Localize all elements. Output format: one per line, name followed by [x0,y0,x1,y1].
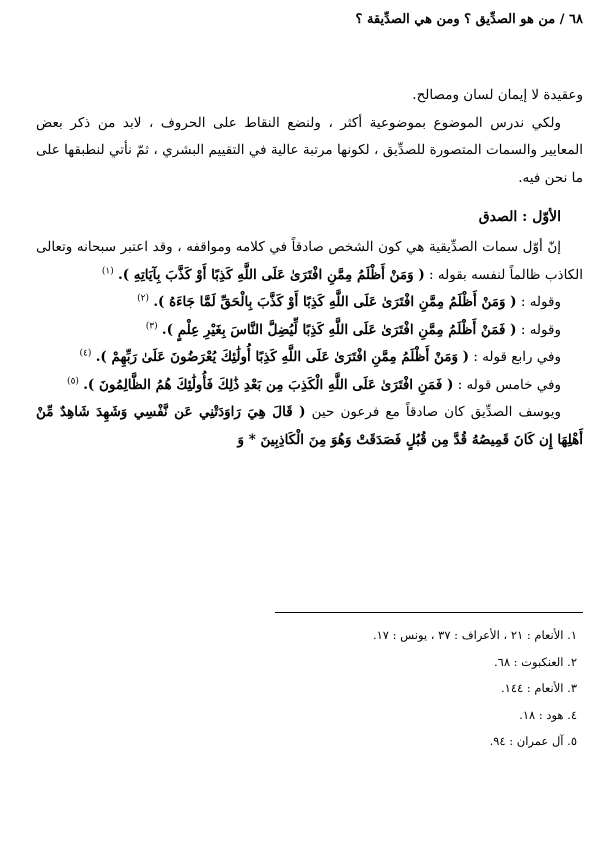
verse-2-intro: وقوله : [520,294,561,310]
verse-5-intro: وفي خامس قوله : [457,376,561,393]
footnote-ref-2: (٢) [137,293,150,304]
paragraph-3 [36,234,583,289]
footnote-item: ٤. هود : ١٨. [519,707,577,722]
quran-verse-1: ( وَمَنْ أَظْلَمُ مِمَّنِ افْتَرَىٰ عَلَى اللَّهِ كَذِبًا أَوْ كَذَّبَ بِآيَاتِهِ ). [118,266,425,283]
paragraph-2: ولكي ندرس الموضوع بموضوعية أكثر ، ولنضع النقاط على الحروف ، لابد من ذكر بعض المعايير والسمات المتصورة للصدِّيق ، لكونها مرتبة عالية في التقييم البشري ، ثمّ نأتي لنطبقها على ما نحن فيه. [36,114,583,186]
paragraph-last [36,399,583,454]
running-header: ٦٨ / من هو الصدِّيق ؟ ومن هي الصدِّيقة ؟ [355,12,583,27]
quran-verse-3: ( فَمَنْ أَظْلَمُ مِمَّنِ افْتَرَىٰ عَلَى اللَّهِ كَذِبًا لِّيُضِلَّ النَّاسَ بِغَيْرِ عِلْمٍ ). [161,321,517,338]
quran-verse-2: ( وَمَنْ أَظْلَمُ مِمَّنِ افْتَرَىٰ عَلَى اللَّهِ كَذِبًا أَوْ كَذَّبَ بِالْحَقِّ لَمَّا جَاءَهُ ). [153,294,517,310]
footnote-ref-4: (٤) [79,348,92,359]
footnote-item: ٣. الأنعام : ١٤٤. [501,681,577,695]
paragraph-1: وعقيدة لا إيمان لسان ومصالح. [412,87,583,103]
verse-3-intro: وقوله : [520,321,561,338]
footnote-item: ٥. آل عمران : ٩٤. [489,734,577,748]
verse-4-intro: وفي رابع قوله : [473,349,561,365]
quran-verse-6: ( قَالَ هِيَ رَاوَدَتْنِي عَن نَّفْسِي وَشَهِدَ شَاهِدٌ مِّنْ أَهْلِهَا إِن كَانَ قَمِيصُهُ قُدَّ مِن قُبُلٍ فَصَدَقَتْ وَهُوَ مِنَ الْكَاذِبِينَ * وَ [36,404,583,448]
verse-line-2 [36,289,583,317]
paragraph-last-text: ويوسف الصدِّيق كان صادقاً مع فرعون حين [311,404,562,420]
footnote-ref-1: (١) [101,266,114,276]
footnote-item: ١. الأنعام : ٢١ ، الأعراف : ٣٧ ، يونس : ١٧. [372,628,577,642]
verse-line-5 [36,372,583,400]
footnote-ref-5: (٥) [67,376,79,386]
paragraph-3-text: إنّ أوّل سمات الصدِّيقية هي كون الشخص صادقاً في كلامه ومواقفه ، وقد اعتبر سبحانه وتعالى الكاذب ظالماً لنفسه بقوله : [36,239,583,283]
verse-line-4 [36,344,583,372]
section-heading: الأوّل : الصدق [478,209,561,225]
main-text [36,82,583,454]
verse-line-3 [36,317,583,345]
quran-verse-4: ( وَمَنْ أَظْلَمُ مِمَّنِ افْتَرَىٰ عَلَى اللَّهِ كَذِبًا أُولَٰئِكَ يُعْرَضُونَ عَلَىٰ رَبِّهِمْ ). [95,349,470,365]
quran-verse-5: ( فَمَنِ افْتَرَىٰ عَلَى اللَّهِ الْكَذِبَ مِن بَعْدِ ذَٰلِكَ فَأُولَٰئِكَ هُمُ الظَّالِمُونَ ). [83,376,454,393]
footnote-ref-3: (٣) [145,321,158,331]
footnotes-list [30,622,577,755]
footnote-item: ٢. العنكبوت : ٦٨. [493,654,577,669]
footnote-divider [275,612,583,613]
